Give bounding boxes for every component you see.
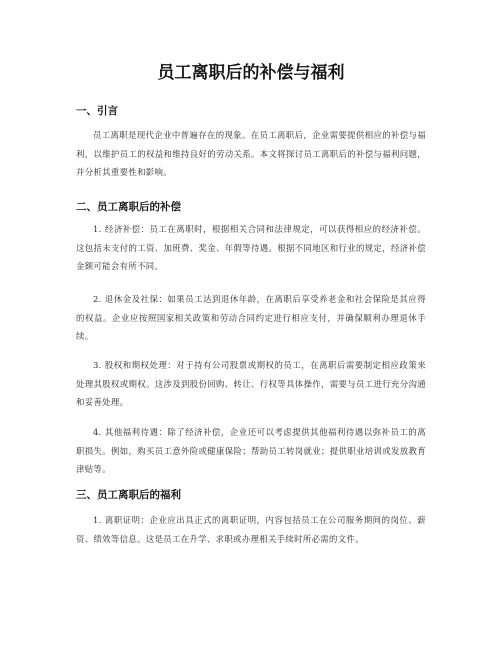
document-title: 员工离职后的补偿与福利 bbox=[157, 63, 345, 83]
paragraph: 2. 退休金及社保：如果员工达到退休年龄，在离职后享受养老金和社会保险是其应得的权益。企业应按照国家相关政策和劳动合同约定进行相应支付，并确保顺利办理退休手续。 bbox=[76, 294, 426, 341]
section-heading-compensation: 二、员工离职后的补偿 bbox=[76, 201, 181, 213]
paragraph: 3. 股权和期权处理：对于持有公司股票或期权的员工，在离职后需要制定相应政策来处理其股权或期权。这涉及到股份回购、转让、行权等具体操作，需要与员工进行充分沟通和妥善处理。 bbox=[76, 360, 426, 407]
section-heading-benefits: 三、员工离职后的福利 bbox=[76, 489, 181, 501]
section-heading-introduction: 一、引言 bbox=[76, 105, 118, 117]
paragraph: 员工离职是现代企业中普遍存在的现象。在员工离职后，企业需要提供相应的补偿与福利，以维护员工的权益和维持良好的劳动关系。本文将探讨员工离职后的补偿与福利问题，并分析其重要性和影响。 bbox=[76, 130, 426, 177]
paragraph: 4. 其他福利待遇：除了经济补偿，企业还可以考虑提供其他福利待遇以弥补员工的离职损失。例如，购买员工意外险或健康保险；帮助员工转岗就业；提供职业培训或发放教育津贴等。 bbox=[76, 427, 426, 474]
paragraph: 1. 离职证明：企业应出具正式的离职证明，内容包括员工在公司服务期间的岗位、薪资、绩效等信息。这是员工在升学、求职或办理相关手续时所必需的文件。 bbox=[76, 515, 426, 544]
paragraph: 1. 经济补偿：员工在离职时，根据相关合同和法律规定，可以获得相应的经济补偿。这包括未支付的工资、加班费、奖金、年假等待遇。根据不同地区和行业的规定，经济补偿金额可能会有所不同。 bbox=[76, 224, 426, 271]
